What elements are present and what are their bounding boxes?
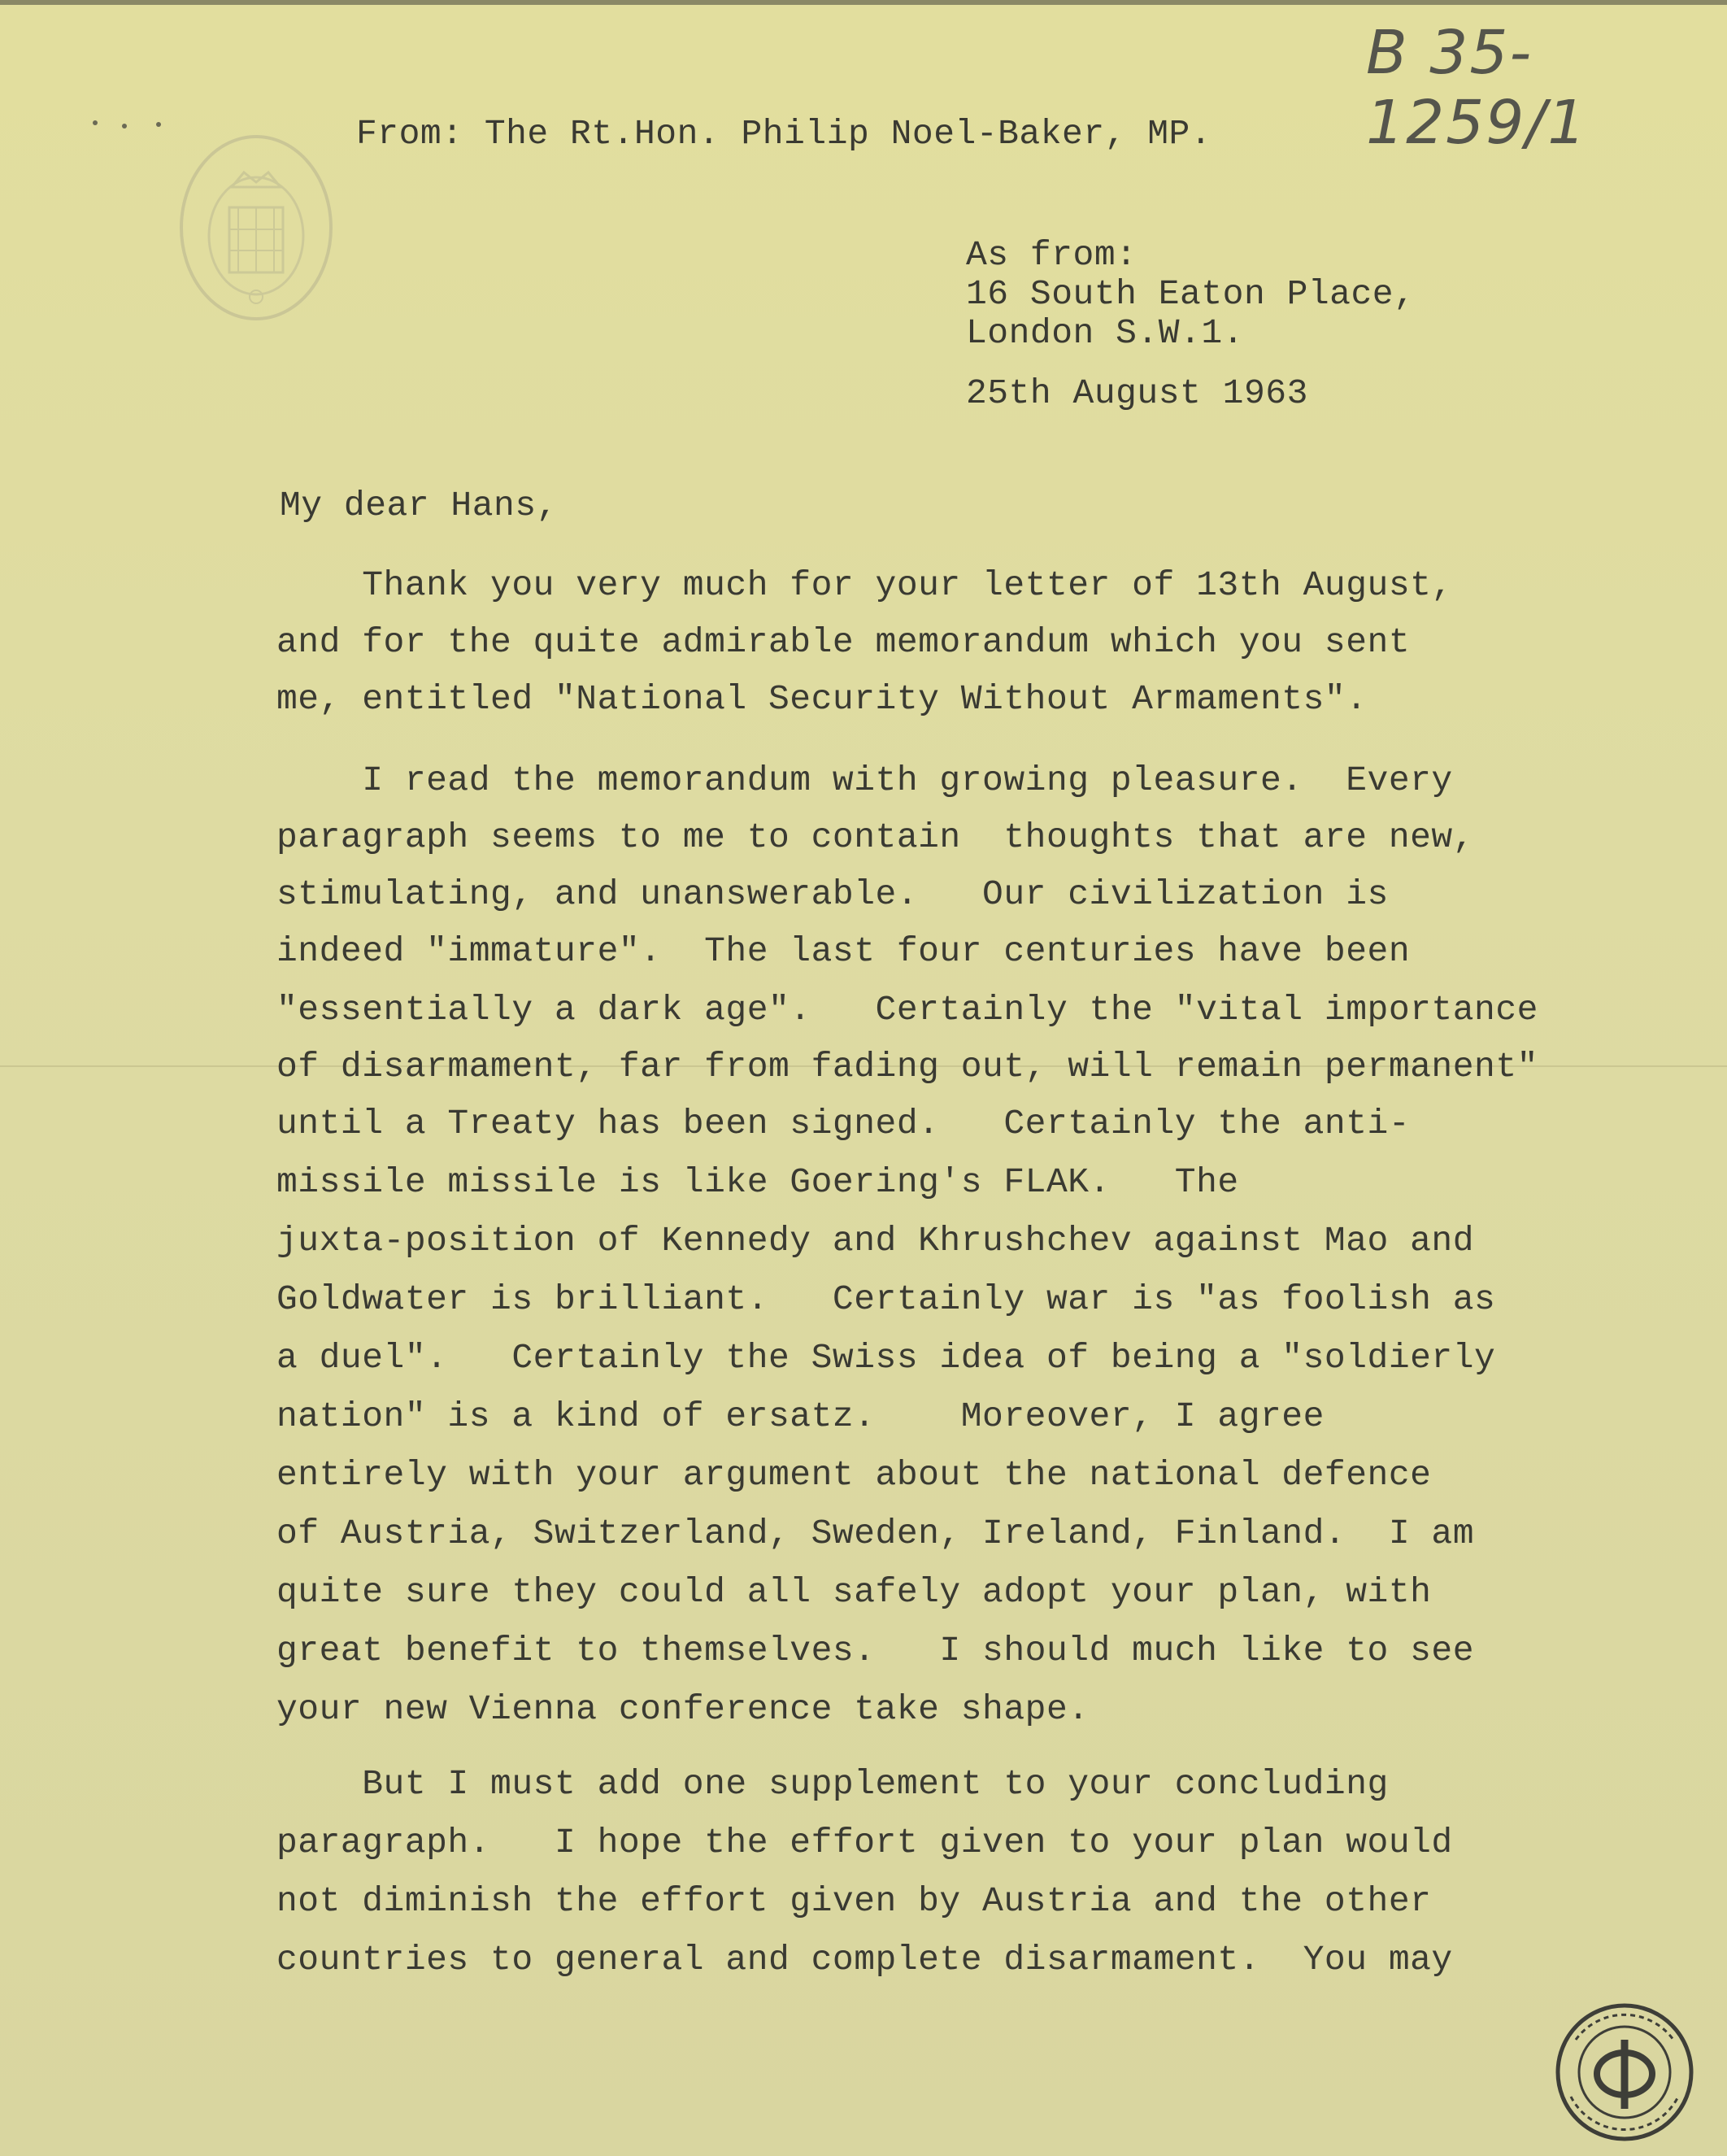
body-line: of Austria, Switzerland, Sweden, Ireland, Finland. I am [276,1514,1475,1553]
body-line: Goldwater is brilliant. Certainly war is "as foolish as [276,1279,1496,1319]
ink-speck [93,120,98,125]
body-line: countries to general and complete disarmament. You may [276,1940,1453,1980]
body-line: me, entitled "National Security Without Armaments". [276,679,1368,719]
body-line: Thank you very much for your letter of 13th August, [276,565,1453,605]
body-line: quite sure they could all safely adopt your plan, with [276,1572,1432,1612]
body-line: But I must add one supplement to your concluding [276,1764,1389,1804]
as-from-label: As from: [966,235,1138,275]
page-top-edge [0,0,1727,5]
body-line: not diminish the effort given by Austria and the other [276,1881,1432,1921]
body-line: I read the memorandum with growing pleasure. Every [276,760,1453,800]
ink-speck [122,124,127,128]
archive-number: B 35- 1259/1 [1366,18,1588,158]
house-of-commons-seal-icon [171,130,341,325]
library-stamp-icon [1551,1999,1698,2145]
ink-speck [156,122,161,127]
body-line: indeed "immature". The last four centuries have been [276,931,1411,971]
sender-line: From: The Rt.Hon. Philip Noel-Baker, MP. [356,114,1212,154]
body-line: of disarmament, far from fading out, will remain permanent" [276,1047,1538,1087]
body-line: missile missile is like Goering's FLAK. The [276,1162,1239,1202]
body-line: until a Treaty has been signed. Certainly the anti- [276,1104,1411,1143]
salutation: My dear Hans, [280,486,558,525]
body-line: paragraph. I hope the effort given to your plan would [276,1823,1453,1862]
body-line: paragraph seems to me to contain thoughts that are new, [276,817,1475,857]
body-line: juxta-position of Kennedy and Khrushchev against Mao and [276,1221,1475,1261]
body-line: stimulating, and unanswerable. Our civilization is [276,874,1389,914]
body-line: "essentially a dark age". Certainly the "vital importance [276,990,1538,1030]
body-line: entirely with your argument about the national defence [276,1455,1432,1495]
body-line: and for the quite admirable memorandum which you sent [276,622,1411,662]
body-line: nation" is a kind of ersatz. Moreover, I agree [276,1396,1325,1436]
body-line: a duel". Certainly the Swiss idea of being a "soldierly [276,1338,1496,1378]
body-line: great benefit to themselves. I should much like to see [276,1631,1475,1670]
address-line-2: London S.W.1. [966,313,1244,353]
address-line-1: 16 South Eaton Place, [966,274,1416,314]
body-line: your new Vienna conference take shape. [276,1689,1090,1729]
letter-date: 25th August 1963 [966,373,1308,413]
